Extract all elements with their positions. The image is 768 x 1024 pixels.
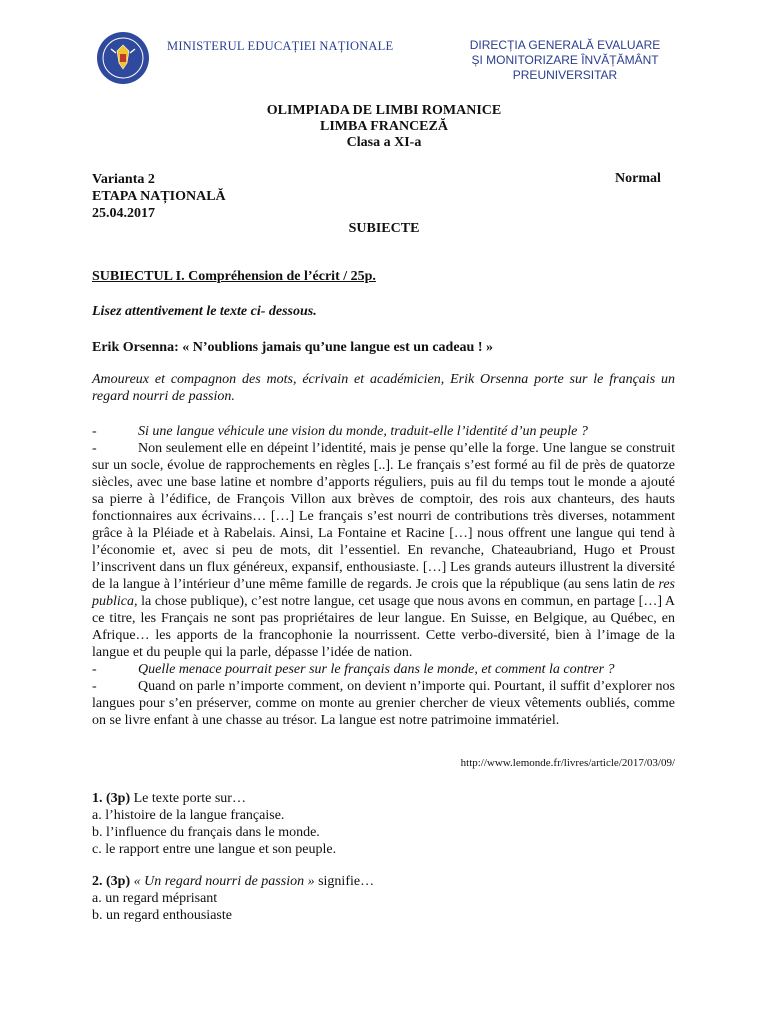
interview-question-1: Si une langue véhicule une vision du monde, traduit-elle l’identité d’un peuple ? <box>138 424 588 439</box>
answer-1-paragraph <box>92 440 675 661</box>
source-url: http://www.lemonde.fr/livres/article/2017/03/09/ <box>460 757 675 769</box>
dash: - <box>92 679 97 694</box>
directia-line-1: DIRECȚIA GENERALĂ EVALUARE <box>469 38 661 52</box>
ministry-name: MINISTERUL EDUCAȚIEI NAȚIONALE <box>167 39 394 53</box>
question-2-option-b: b. un regard enthousiaste <box>92 908 232 923</box>
dash: - <box>92 424 97 439</box>
directia-name <box>440 38 690 83</box>
question-1 <box>92 790 675 858</box>
question-1-text: Le texte porte sur… <box>130 791 246 806</box>
instruction: Lisez attentivement le texte ci- dessous. <box>92 304 317 319</box>
exam-date: 25.04.2017 <box>92 206 155 221</box>
question-1-paragraph <box>92 423 675 440</box>
subjects-heading: SUBIECTE <box>348 221 420 236</box>
answer-1-start: Non seulement elle en dépeint l’identité, mais je pense qu’elle la forge. Une langue se construit sur un socle, évolue de rapprochements en règles [..]. Le français s’est formé au fil de près de quatorze siècles, avec une base latine et nombre d’apports réguliers, puis au fil du temps tout le monde a ajouté sa pierre à l’édifice, de François Villon aux brèves de comptoir, des rois aux chanteurs, des hauts fonctionnaires aux écrivains… […] Le français s’est nourri de contributions très diverses, notamment grâce à la Pléiade et à Rabelais. Ainsi, La Fontaine et Racine […] nous offrent une langue qui tend à l’économie et, avec si peu de mots, dit l’essentiel. En revanche, Chateaubriand, Hugo et Proust l’inscrivent dans un flux généreux, expansif, enthousiaste. […] Les grands auteurs illustrent la diversité de la langue à l’intérieur d’une même famille de regards. Je crois que la république (au sens latin de <box>92 441 675 592</box>
answer-2: Quand on parle n’importe comment, on devient n’importe qui. Pourtant, il suffit d’explorer nos langues pour s’en préserver, comme on monte au grenier chercher de vieux vêtements oubliés, comme on se livre enfant à une chasse au trésor. La langue est notre patrimoine immatériel. <box>92 679 675 728</box>
question-2-number: 2. (3p) <box>92 874 131 889</box>
question-2-text: signifie… <box>318 874 375 889</box>
question-2-quote: « Un regard nourri de passion » <box>130 874 319 889</box>
government-seal-icon <box>96 31 150 85</box>
dash: - <box>92 662 97 677</box>
article-intro: Amoureux et compagnon des mots, écrivain et académicien, Erik Orsenna porte sur le français un regard nourri de passion. <box>92 372 675 404</box>
language-title: LIMBA FRANCEZĂ <box>320 119 448 134</box>
exam-meta <box>92 171 226 222</box>
question-1-option-a: a. l’histoire de la langue française. <box>92 808 285 823</box>
directia-line-2: ȘI MONITORIZARE ÎNVĂȚĂMÂNT <box>471 53 659 67</box>
question-1-number: 1. (3p) <box>92 791 131 806</box>
answer-1-latin: res publica, <box>92 577 675 609</box>
olympiad-title: OLIMPIADA DE LIMBI ROMANICE <box>266 103 502 118</box>
question-2-option-a: a. un regard méprisant <box>92 891 218 906</box>
article-body <box>92 423 675 729</box>
directia-line-3: PREUNIVERSITAR <box>512 68 618 82</box>
subject-1-heading: SUBIECTUL I. Compréhension de l’écrit / 25p. <box>92 269 376 284</box>
question-1-option-b: b. l’influence du français dans le monde. <box>92 825 320 840</box>
question-2 <box>92 873 675 924</box>
question-2-paragraph <box>92 661 675 678</box>
variant-label: Varianta 2 <box>92 172 155 187</box>
question-1-prompt <box>92 790 675 807</box>
class-title: Clasa a XI-a <box>346 135 422 150</box>
article-title: Erik Orsenna: « N’oublions jamais qu’une langue est un cadeau ! » <box>92 340 494 355</box>
interview-question-2: Quelle menace pourrait peser sur le français dans le monde, et comment la contrer ? <box>138 662 615 677</box>
question-2-prompt <box>92 873 675 890</box>
answer-2-paragraph <box>92 678 675 729</box>
stage-label: ETAPA NAȚIONALĂ <box>92 189 226 204</box>
dash: - <box>92 441 97 456</box>
answer-1-end: la chose publique), c’est notre langue, cet usage que nous avons en commun, en partage […] A ce titre, les Français ne sont pas propriétaires de leur langue. En Suisse, en Belgique, au Québec, en Afrique… les apports de la francophonie la nourrissent. Cette verbo-diversité, bien à l’image de la langue et du peuple qui la parle, dépasse l’idée de nation. <box>92 594 675 660</box>
question-1-option-c: c. le rapport entre une langue et son peuple. <box>92 842 337 857</box>
level-label: Normal <box>615 171 661 186</box>
exam-titles <box>0 103 768 151</box>
